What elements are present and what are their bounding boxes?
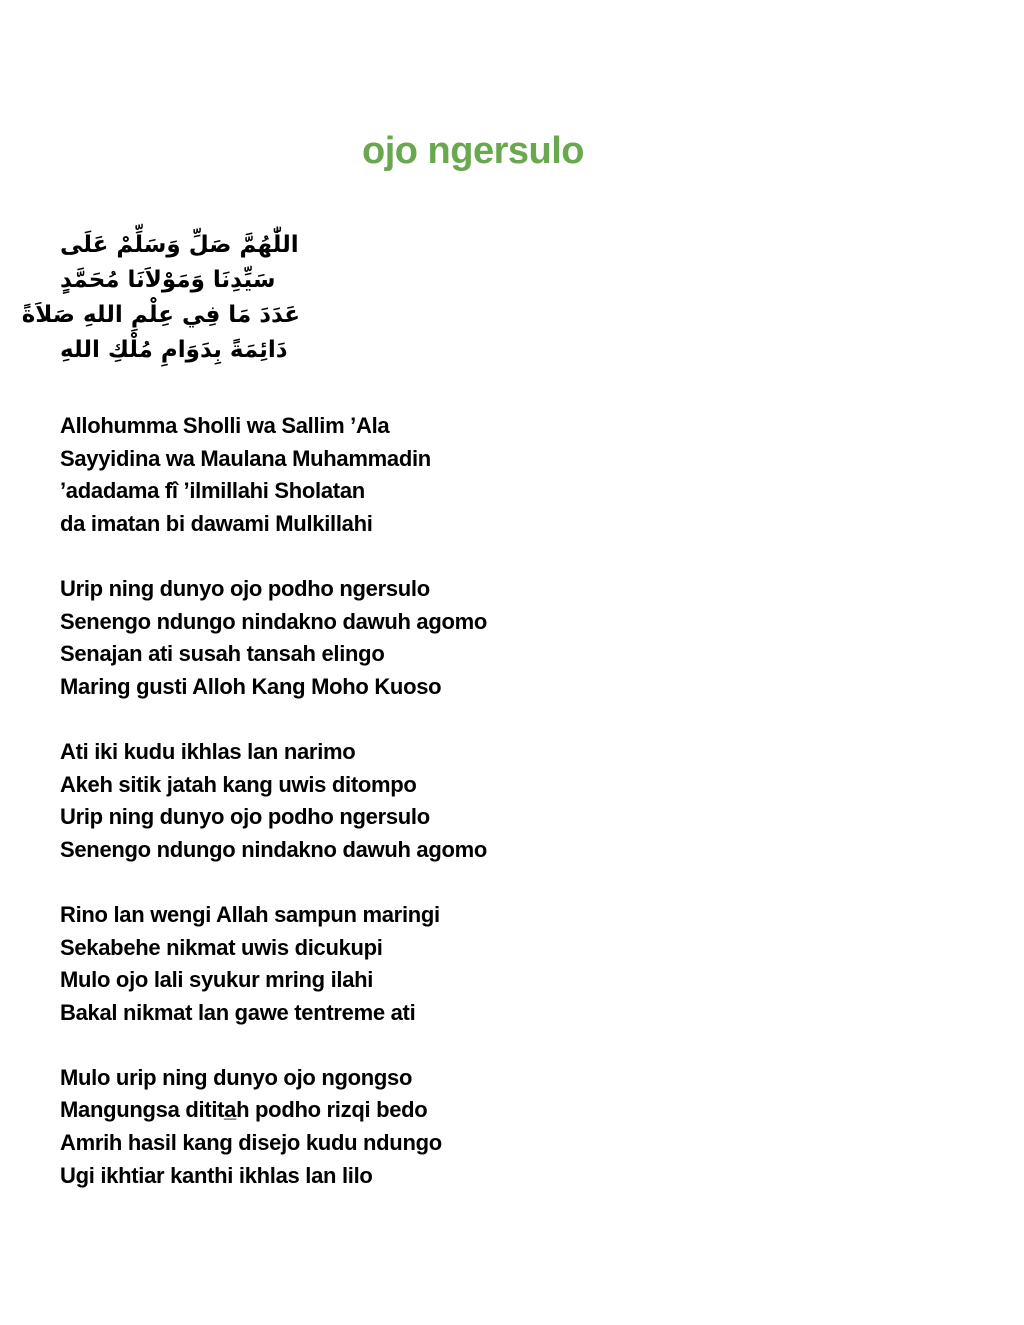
lyric-line: Senengo ndungo nindakno dawuh agomo [60,836,488,862]
lyric-line: Ugi ikhtiar kanthi ikhlas lan lilo [60,1162,373,1188]
lyric-line: Mangungsa ditita̲h podho rizqi bedo [60,1097,428,1123]
lyrics [60,410,680,1225]
lyric-line: Senajan ati susah tansah elingo [60,641,385,667]
lyric-line: Rino lan wengi Allah sampun maringi [60,901,440,927]
arabic-line: دَائِمَةً بِدَوَامِ مُلْكِ اللهِ [60,337,288,363]
arabic-line: سَيِّدِنَا وَمَوْلاَنَا مُحَمَّدٍ [60,267,276,293]
lyric-line: Bakal nikmat lan gawe tentreme ati [60,999,416,1025]
page-title: ojo ngersulo [362,130,584,172]
lyric-line: Amrih hasil kang disejo kudu ndungo [60,1130,442,1156]
lyric-line: Allohumma Sholli wa Sallim ’Ala [60,413,390,438]
lyric-line: da imatan bi dawami Mulkillahi [60,510,373,536]
stanza-5 [60,1062,680,1192]
stanza-3 [60,736,680,866]
arabic-prayer [21,228,300,368]
arabic-line: عَدَدَ مَا فِي عِلْمِ اللهِ صَلاَةً [21,302,300,328]
stanza-1 [60,410,680,540]
stanza-2 [60,573,680,703]
lyric-line: Sekabehe nikmat uwis dicukupi [60,934,383,960]
lyric-line: Akeh sitik jatah kang uwis ditompo [60,771,417,797]
arabic-line: اللّٰهُمَّ صَلِّ وَسَلِّمْ عَلَى [60,232,299,258]
lyric-line: Sayyidina wa Maulana Muhammadin [60,445,431,471]
lyric-line: Maring gusti Alloh Kang Moho Kuoso [60,673,442,699]
lyric-line: Urip ning dunyo ojo podho ngersulo [60,804,430,830]
lyric-line: Mulo ojo lali syukur mring ilahi [60,967,374,993]
stanza-4 [60,899,680,1029]
lyric-line: ’adadama fî ’ilmillahi Sholatan [60,478,365,504]
lyric-line: Mulo urip ning dunyo ojo ngongso [60,1064,413,1090]
lyric-line: Urip ning dunyo ojo podho ngersulo [60,575,430,601]
lyric-line: Ati iki kudu ikhlas lan narimo [60,738,356,764]
lyric-line: Senengo ndungo nindakno dawuh agomo [60,608,488,634]
